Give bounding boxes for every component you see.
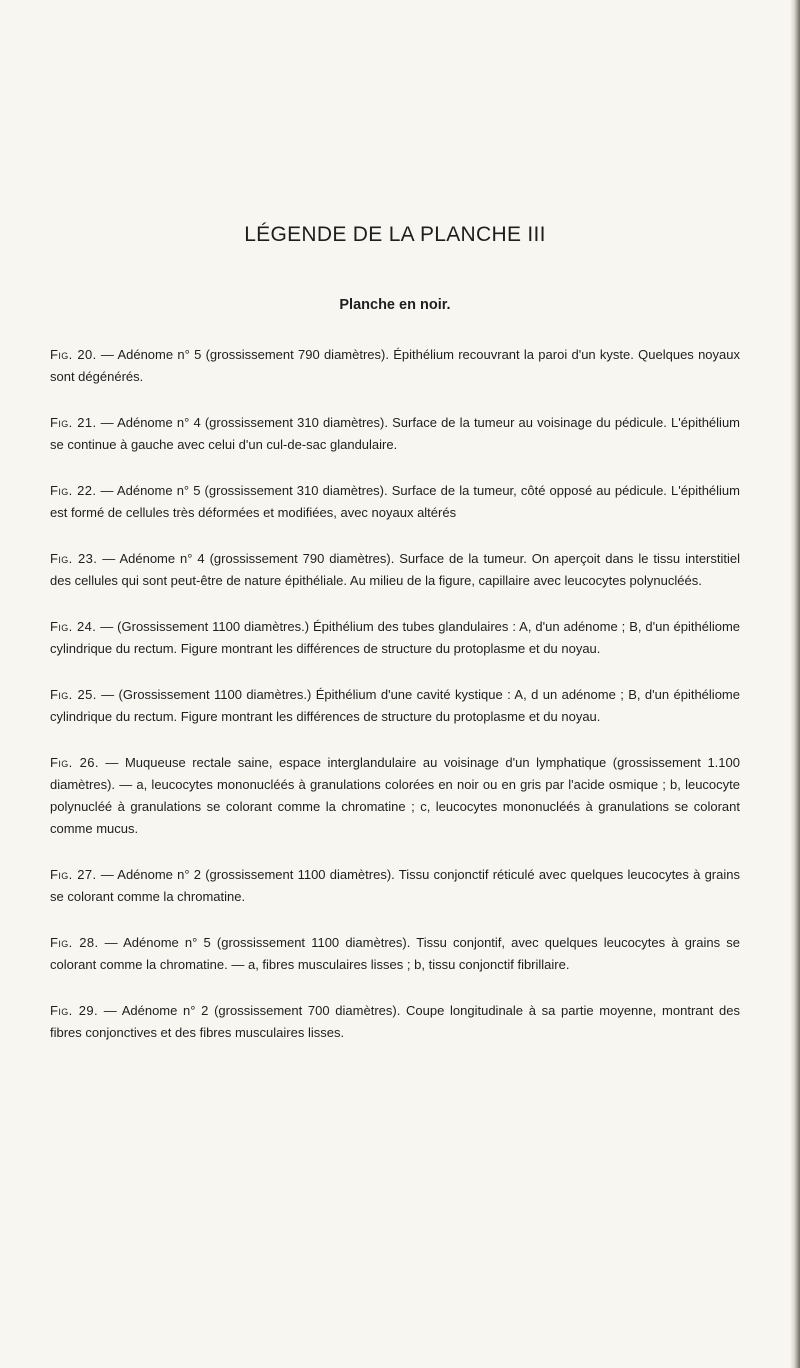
figure-legend-item <box>50 616 740 660</box>
page-title: LÉGENDE DE LA PLANCHE III <box>244 223 546 246</box>
figure-caption: — Adénome n° 5 (grossissement 1100 diamètres). Tissu conjontif, avec quelques leucocytes à grains se colorant comme la chromatine. — a, fibres musculaires lisses ; b, tissu conjonctif fibrillaire. <box>50 935 740 972</box>
figure-legend-item <box>50 752 740 840</box>
figure-legend-item <box>50 412 740 456</box>
figure-caption: — Adénome n° 5 (grossissement 790 diamètres). Épithélium recouvrant la paroi d'un kyste. Quelques noyaux sont dégénérés. <box>50 347 740 384</box>
figure-legend-item <box>50 344 740 388</box>
figure-label: Fig. 24. <box>50 619 97 634</box>
figure-legend-item <box>50 548 740 592</box>
figure-caption: — Adénome n° 4 (grossissement 790 diamètres). Surface de la tumeur. On aperçoit dans le tissu interstitiel des cellules qui sont peut-être de nature épithéliale. Au milieu de la figure, capillaire avec leucocytes polynucléés. <box>50 551 741 588</box>
figure-caption: — Adénome n° 5 (grossissement 310 diamètres). Surface de la tumeur, côté opposé au pédicule. L'épithélium est formé de cellules très déformées et modifiées, avec noyaux altérés <box>50 483 740 520</box>
figure-caption: — Adénome n° 2 (grossissement 700 diamètres). Coupe longitudinale à sa partie moyenne, montrant des fibres conjonctives et des fibres musculaires lisses. <box>50 1003 741 1040</box>
figure-label: Fig. 21. <box>50 415 97 430</box>
legend-page <box>50 222 740 1068</box>
figure-caption: — (Grossissement 1100 diamètres.) Épithélium d'une cavité kystique : A, d un adénome ; B, d'un épithéliome cylindrique du rectum. Figure montrant les différences de structure du protoplasme et du noyau. <box>50 687 740 724</box>
figure-label: Fig. 28. <box>50 935 99 950</box>
figure-label: Fig. 23. <box>50 551 98 566</box>
figure-label: Fig. 26. <box>50 755 99 770</box>
figure-legend-item <box>50 1000 740 1044</box>
figure-legend-item <box>50 864 740 908</box>
figure-caption: — Muqueuse rectale saine, espace interglandulaire au voisinage d'un lymphatique (grossissement 1.100 diamètres). — a, leucocytes mononucléés à granulations colorées en noir ou en gris par l'acide osmique ; b, leucocyte polynucléé à granulations se colorant comme la chromatine ; c, leucocytes mononucléés à granulations se colorant comme mucus. <box>50 755 740 836</box>
page-subtitle: Planche en noir. <box>339 297 451 313</box>
figure-label: Fig. 25. <box>50 687 97 702</box>
figure-legend-item <box>50 480 740 524</box>
figure-label: Fig. 27. <box>50 867 97 882</box>
figure-label: Fig. 29. <box>50 1003 99 1018</box>
figure-label: Fig. 20. <box>50 347 97 362</box>
figure-legend-list <box>50 344 740 1044</box>
figure-label: Fig. 22. <box>50 483 97 498</box>
figure-caption: — (Grossissement 1100 diamètres.) Épithélium des tubes glandulaires : A, d'un adénome ; B, d'un épithéliome cylindrique du rectum. Figure montrant les différences de structure du protoplasme et du noyau. <box>50 619 741 656</box>
figure-legend-item <box>50 684 740 728</box>
figure-caption: — Adénome n° 4 (grossissement 310 diamètres). Surface de la tumeur au voisinage du pédicule. L'épithélium se continue à gauche avec celui d'un cul-de-sac glandulaire. <box>50 415 740 452</box>
figure-legend-item <box>50 932 740 976</box>
page-edge-shadow <box>790 0 800 1368</box>
figure-caption: — Adénome n° 2 (grossissement 1100 diamètres). Tissu conjonctif réticulé avec quelques leucocytes à grains se colorant comme la chromatine. <box>50 867 740 904</box>
